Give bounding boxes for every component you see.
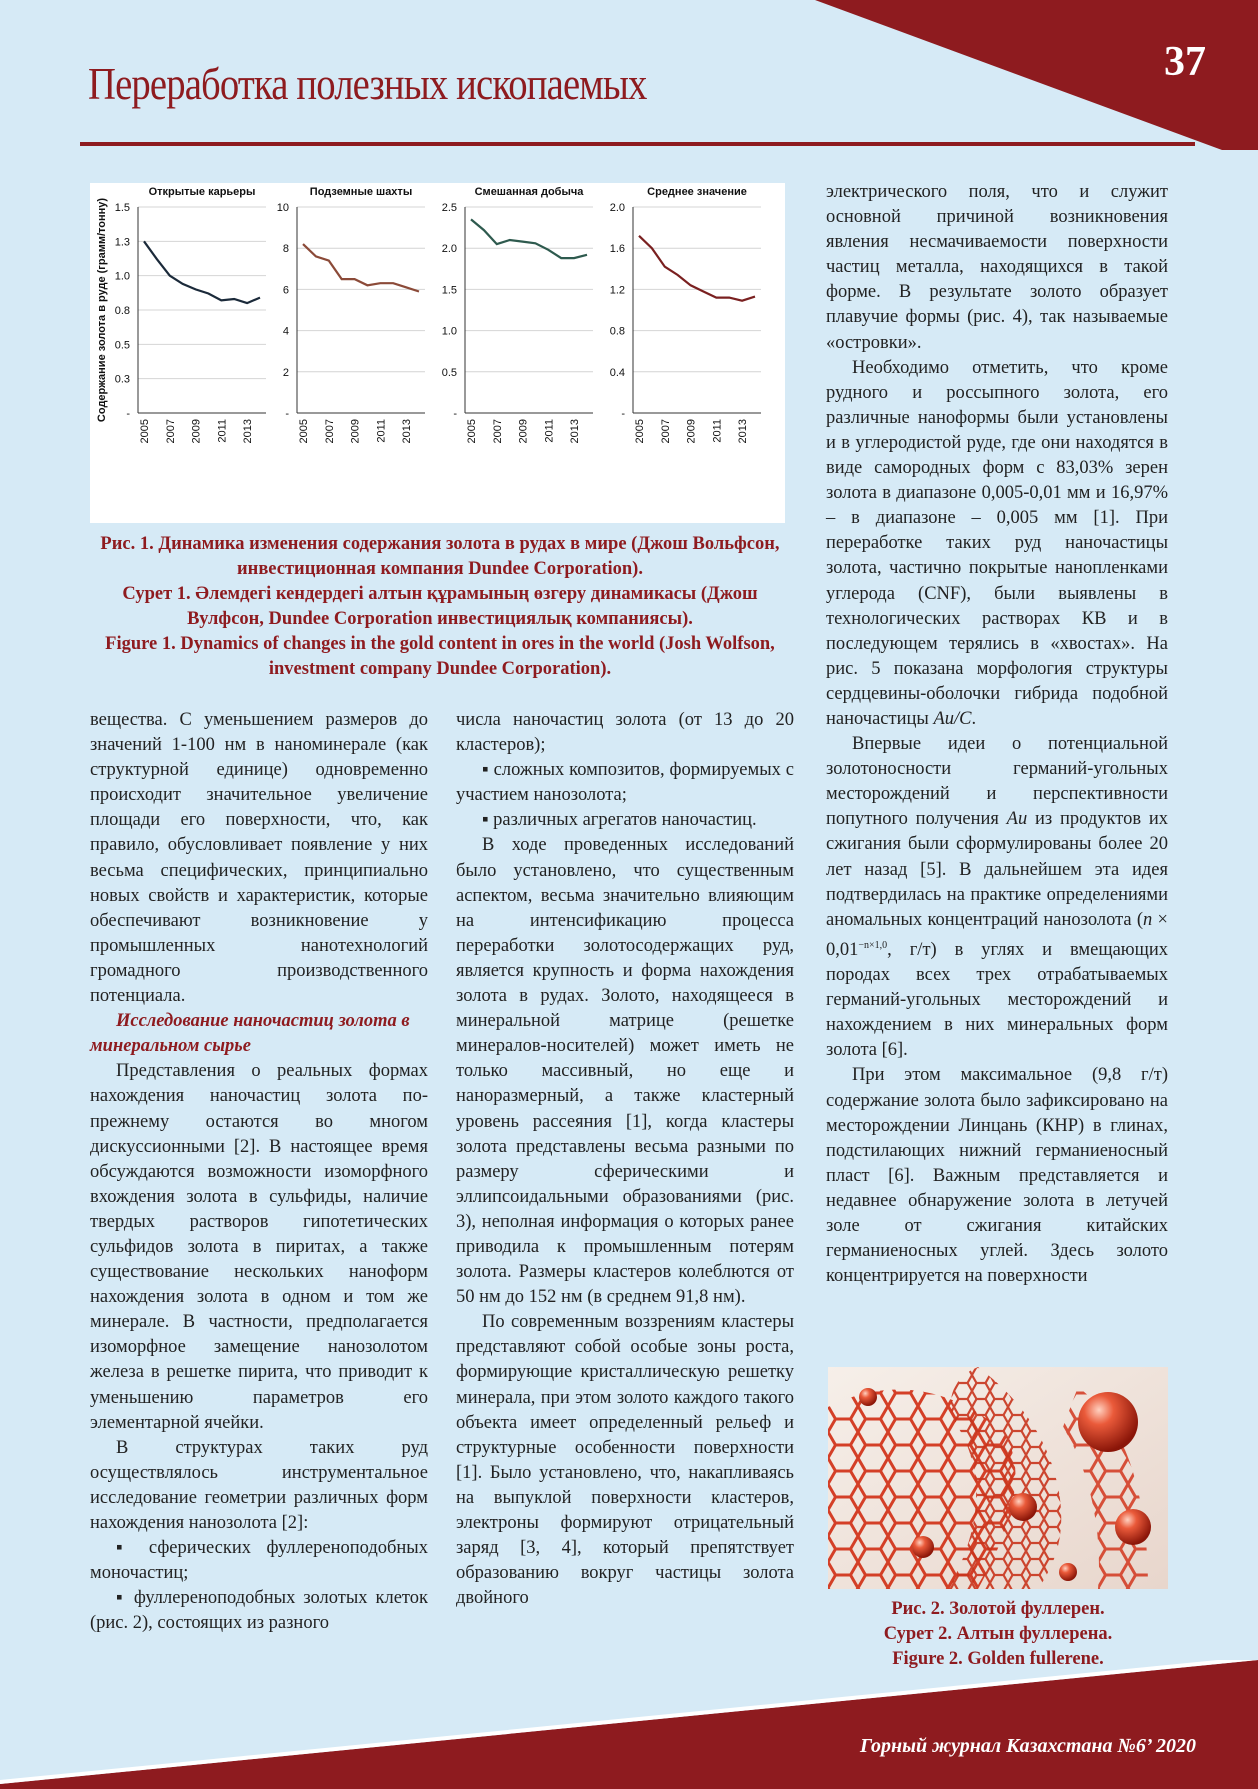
y-axis-label: Содержание золота в руде (грамм/тонну) [96,197,108,423]
bullet-item: ▪ различных агрегатов наночастиц. [482,810,757,831]
figure-1-charts [90,183,785,523]
x-tick-label: 2011 [543,419,556,443]
paragraph: Впервые идеи о потенциальной золотоносности германий-угольных месторождений и перспективности попутного получения Au из продуктов их сжигания были сформулированы более 20 лет назад [5]. В дальнейшем эта идея подтвердилась на практике определениями аномальных концентраций нанозолота ($n \times 0,01^{-n\times 1,0}$, г/т) в углях и вмещающих породах всех трех отрабатываемых германий-угольных месторождений и нахождением в них минеральных форм золота [6]. [826,734,1168,1061]
y-tick-label: 4 [282,325,289,338]
column-2 [456,708,794,1611]
section-heading: Исследование наночастиц золота в минеральном сырье [90,1011,410,1057]
y-tick-label: 6 [282,284,289,297]
bullet-item: ▪ фуллереноподобных золотых клеток (рис. 2), состоящих из разного [90,1588,428,1634]
x-tick-label: 2013 [737,419,750,444]
y-tick-label: 1.2 [609,284,625,297]
paragraph: В ходе проведенных исследований было установлено, что существенным аспектом, весьма значительно влияющим на интенсификацию процесса переработки золотосодержащих руд, является крупность и форма нахождения золота в рудах. Золото, находящееся в минеральной матрице (решетке минералов-носителей) может иметь не только массивный, но еще и наноразмерный, а также кластерный уровень рассеяния [1], когда кластеры золота представлены весьма разными по размеру сферическими и эллипсоидальными образованиями (рис. 3), неполная информация о которых ранее приводила к промышленным потерям золота. Размеры кластеров колеблются от 50 нм до 152 нм (в среднем 91,8 нм). [456,835,794,1308]
y-tick-label: - [285,408,289,420]
y-tick-label: 1.5 [114,202,130,214]
y-tick-label: 2.0 [441,243,457,256]
bullet-item: ▪ сферических фуллереноподобных моночастиц; [90,1538,428,1584]
x-tick-label: 2011 [711,419,724,443]
y-tick-label: - [621,408,625,420]
x-tick-label: 2007 [659,419,672,444]
x-tick-label: 2005 [634,419,646,444]
y-tick-label: 1.0 [114,270,130,283]
fullerene-illustration [828,1367,1168,1589]
x-tick-label: 2007 [491,419,504,444]
y-tick-label: 8 [282,243,289,256]
x-tick-label: 2005 [298,419,310,444]
x-tick-label: 2007 [164,419,177,444]
x-tick-label: 2005 [139,419,151,444]
y-tick-label: 0.5 [441,366,457,379]
figure-1 [90,183,785,523]
x-tick-label: 2009 [517,419,530,444]
series-line [639,236,755,301]
y-tick-label: - [453,408,457,420]
x-tick-label: 2011 [375,419,388,443]
paragraph: вещества. С уменьшением размеров до значений 1-100 нм в наноминерале (как структурной единице) одновременно происходит значительное увеличение площади его поверхности, что, как правило, обусловливает появление у них весьма специфических, принципиально новых свойств и характеристик, которые обеспечивают возникновение у промышленных нанотехнологий громадного производственного потенциала. [90,710,428,1007]
y-tick-label: 1.3 [114,236,130,249]
series-line [144,241,260,303]
y-tick-label: - [126,408,130,420]
page-number: 37 [1164,39,1206,85]
figure-1-caption-en: Figure 1. Dynamics of changes in the gold content in ores in the world (Josh Wolfson, investment company Dundee Corporation). [105,634,775,679]
y-tick-label: 2.5 [441,202,457,214]
series-line [303,244,419,291]
y-tick-label: 1.0 [441,325,457,338]
figure-2-caption [828,1597,1168,1672]
paragraph: В структурах таких руд осуществлялось инструментальное исследование геометрии различных форм нахождения нанозолота [2]: [90,1437,428,1533]
y-tick-label: 0.8 [114,305,130,317]
x-tick-label: 2007 [323,419,336,444]
x-tick-label: 2011 [216,419,229,443]
x-tick-label: 2009 [685,419,698,444]
y-tick-label: 0.8 [609,325,625,338]
paragraph: электрического поля, что и служит основной причиной возникновения явления несмачиваемости поверхности частиц металла, находящихся в такой форме. В результате золото образует плавучие формы (рис. 4), так называемые «островки». [826,182,1168,353]
figure-1-caption-kz: Сурет 1. Әлемдегі кендердегі алтын құрамының өзгеру динамикасы (Джош Вулфсон, Dundee Corporation инвестициялық компаниясы). [122,584,758,629]
x-tick-label: 2013 [569,419,582,444]
chart-title: Смешанная добыча [474,186,584,198]
chart-title: Подземные шахты [309,186,413,198]
figure-1-caption-ru: Рис. 1. Динамика изменения содержания золота в рудах в мире (Джош Вольфсон, инвестиционная компания Dundee Corporation). [100,534,780,579]
y-tick-label: 0.4 [609,366,625,379]
figure-2-caption-en: Figure 2. Golden fullerene. [892,1649,1104,1669]
figure-2-caption-kz: Сурет 2. Алтын фуллерена. [883,1624,1113,1644]
x-tick-label: 2005 [466,419,478,444]
bullet-item: ▪ сложных композитов, формируемых с участием нанозолота; [456,760,794,806]
y-tick-label: 0.3 [114,373,130,386]
series-line [471,219,587,258]
figure-2-caption-ru: Рис. 2. Золотой фуллерен. [891,1599,1105,1619]
figure-1-caption [90,532,790,682]
y-tick-label: 0.5 [114,339,130,352]
journal-footer: Горный журнал Казахстана №6’ 2020 [859,1735,1196,1757]
paragraph: Необходимо отметить, что кроме рудного и россыпного золота, его различные наноформы были установлены и в углеродистой руде, где они находятся в виде самородных форм с 83,03% зерен золота в диапазоне 0,005-0,01 мм и 16,97% – в диапазоне – 0,005 мм [1]. При переработке таких руд наночастицы золота, частично покрытые нанопленками углерода (CNF), были выявлены в технологических растворах КВ и в последующем терялись в «хвостах». На рис. 5 показана морфология структуры сердцевины-оболочки гибрида подобной наночастицы Au/C. [826,357,1168,729]
column-3 [826,180,1168,1289]
paragraph: По современным воззрениям кластеры представляют собой особые зоны роста, формирующие кристаллическую решетку минерала, при этом золото каждого такого объекта имеет определенный рельеф и структурные особенности поверхности [1]. Было установлено, что, накапливаясь на выпуклой поверхности кластеров, электроны формируют отрицательный заряд [3, 4], который препятствует образованию вокруг частицы золота двойного [456,1312,794,1609]
y-tick-label: 1.5 [441,284,457,297]
paragraph: При этом максимальное (9,8 г/т) содержание золота было зафиксировано на месторождении Линцань (КНР) в глинах, подстилающих нижний германиеносный пласт [6]. Важным представляется и недавнее обнаружение золота в летучей золе от сжигания китайских германиеносных углей. Здесь золото концентрируется на поверхности [826,1065,1168,1287]
page-title: Переработка полезных ископаемых [88,59,647,109]
paragraph: числа наночастиц золота (от 13 до 20 кластеров); [456,710,794,756]
figure-2-image [828,1367,1168,1589]
x-tick-label: 2009 [190,419,203,444]
header-rule [80,142,1195,146]
x-tick-label: 2009 [349,419,362,444]
x-tick-label: 2013 [401,419,414,444]
column-1 [90,708,428,1636]
chart-title: Открытые карьеры [148,186,256,198]
y-tick-label: 2 [282,366,289,379]
footer-decoration [0,1660,1258,1789]
y-tick-label: 2.0 [609,202,625,214]
paragraph: Представления о реальных формах нахождения наночастиц золота по-прежнему остаются во многом дискуссионными [2]. В настоящее время обсуждаются возможности изоморфного вхождения золота в сульфиды, наличие твердых растворов гипотетических сульфидов золота в пиритах, а также существование нескольких наноформ нахождения золота в одном и том же минерале. В частности, предполагается изоморфное замещение нанозолотом железа в решетке пирита, что приводит к уменьшению параметров его элементарной ячейки. [90,1061,428,1433]
chart-title: Среднее значение [647,186,747,198]
y-tick-label: 1.6 [609,243,625,256]
x-tick-label: 2013 [242,419,255,444]
y-tick-label: 10 [276,202,289,214]
